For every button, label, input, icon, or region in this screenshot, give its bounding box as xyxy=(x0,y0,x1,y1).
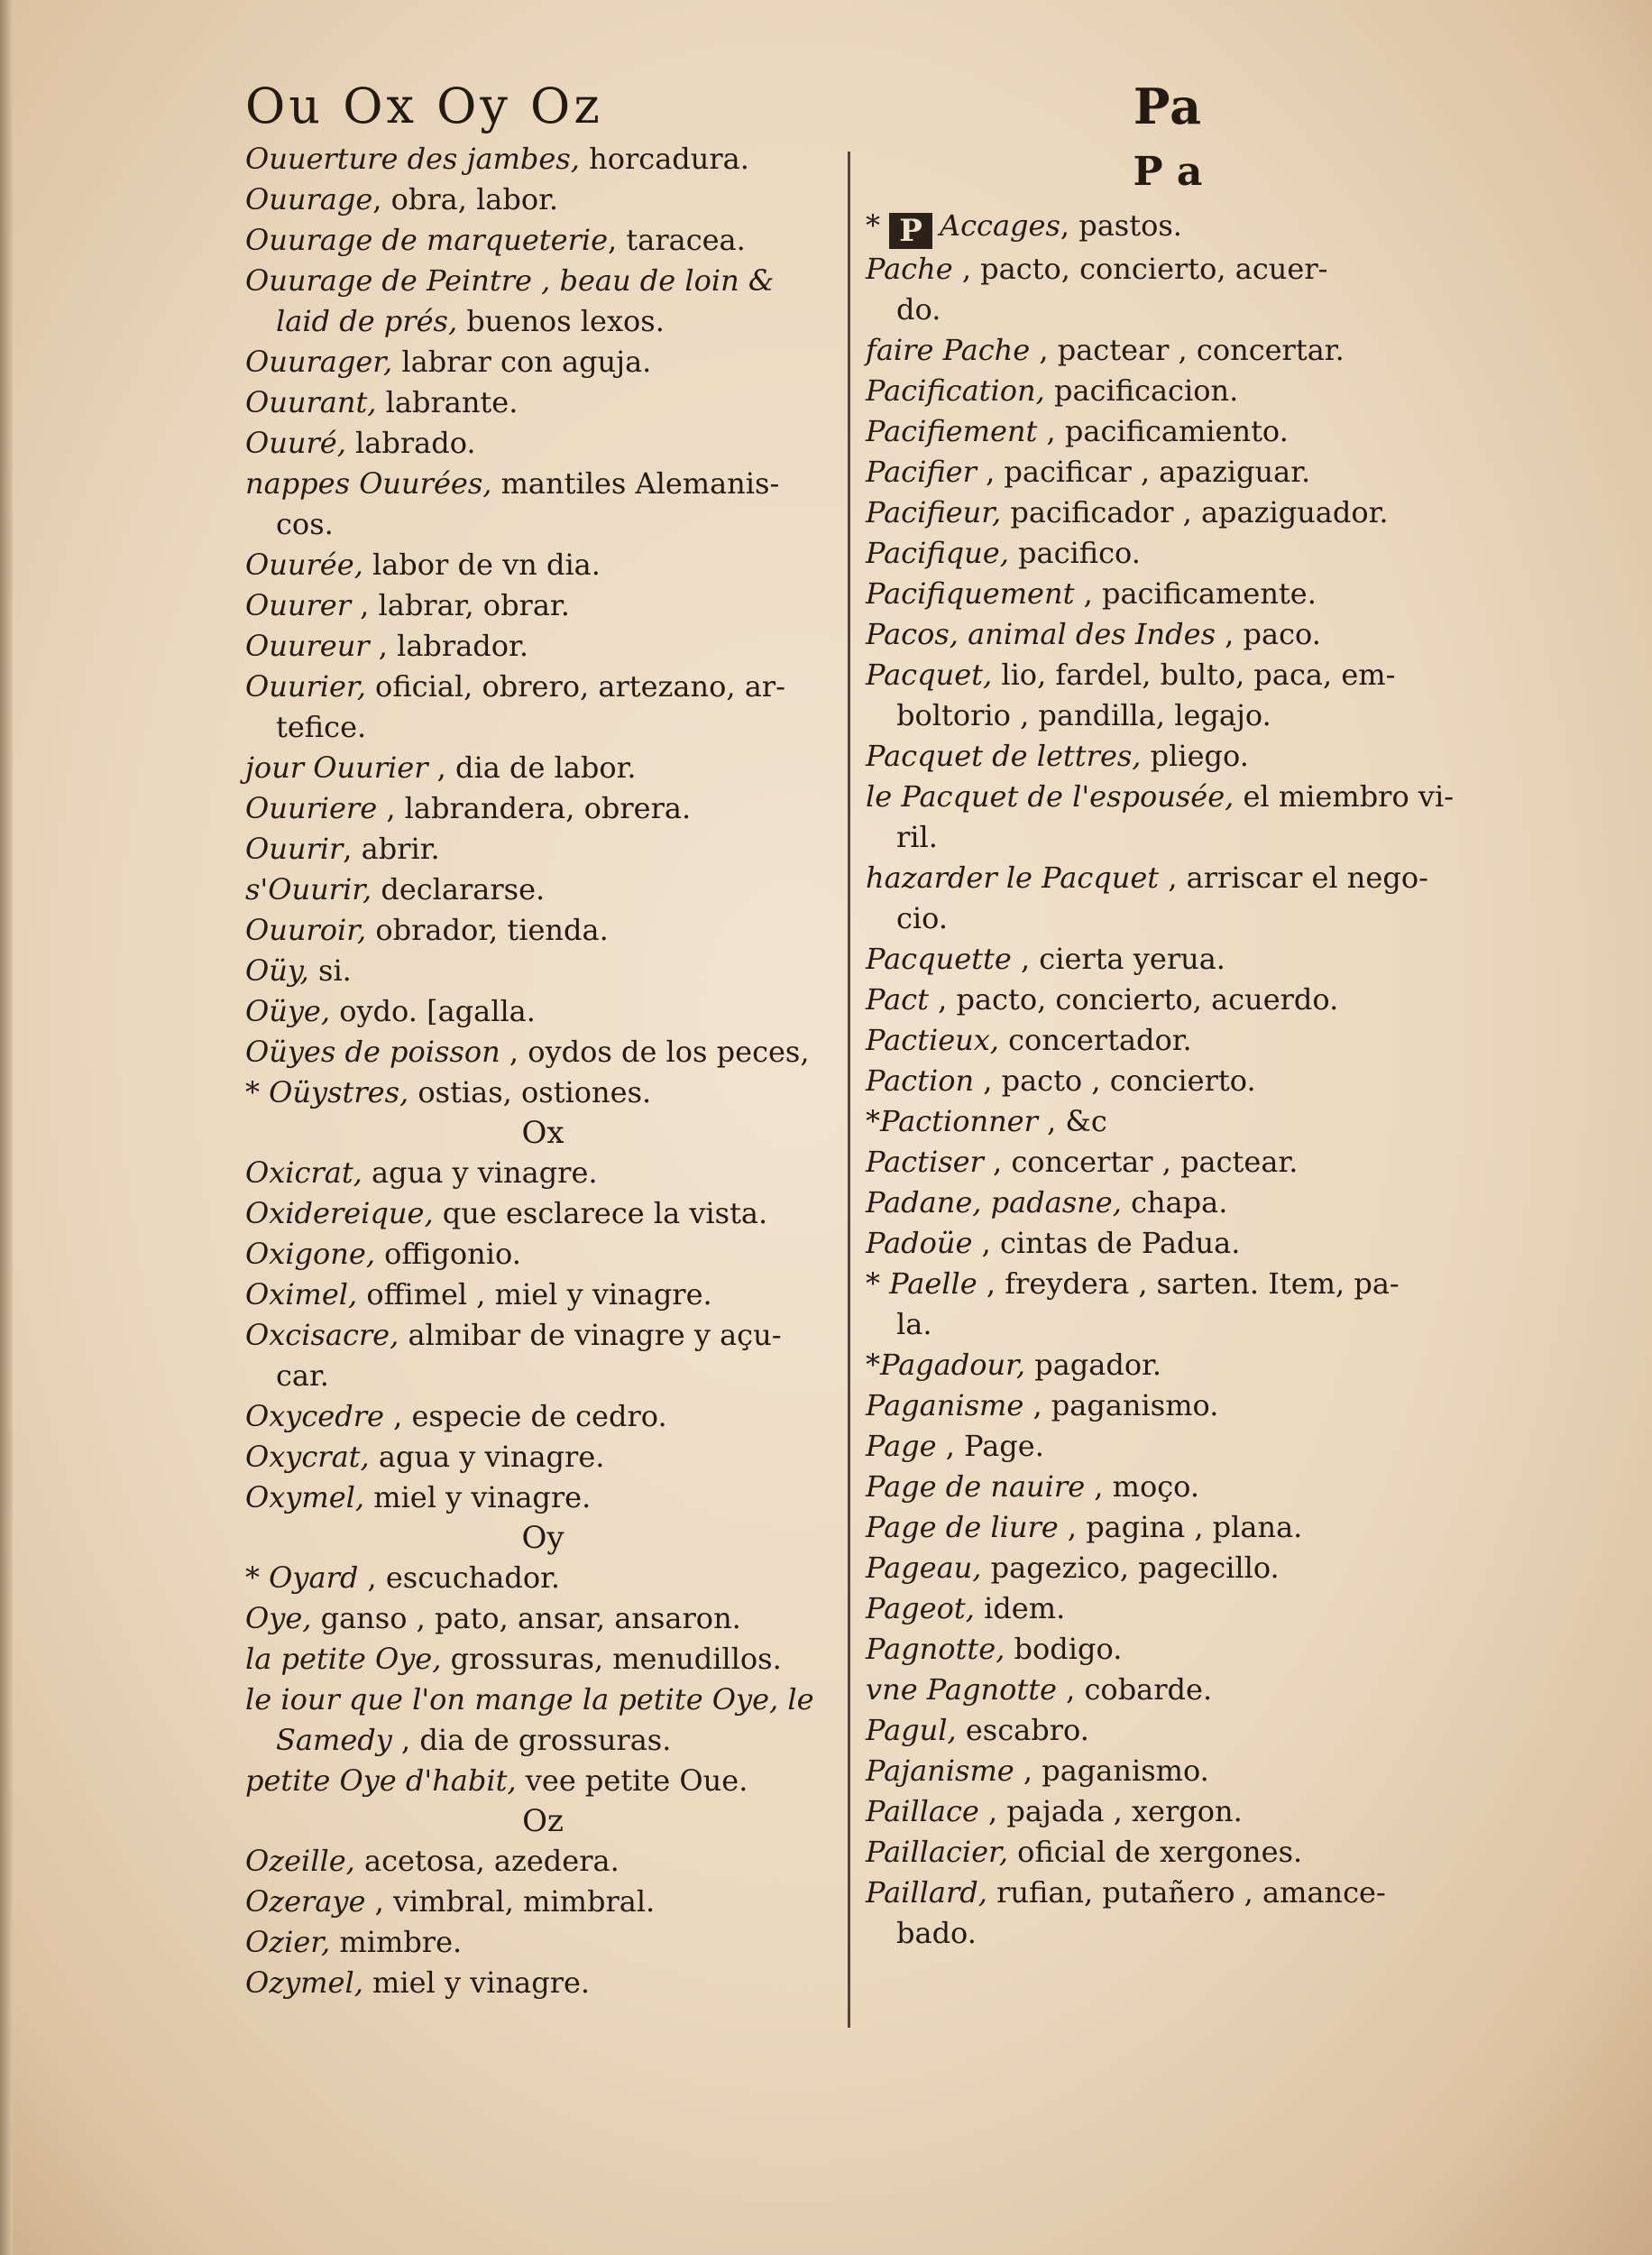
entry-translation: cos. xyxy=(276,507,334,541)
entry-translation: , labrar, obrar. xyxy=(350,588,570,622)
dictionary-entry xyxy=(866,1832,1470,1873)
entry-headword: Ouurée, xyxy=(245,548,363,582)
entry-headword: Paction xyxy=(866,1063,975,1098)
right-column xyxy=(866,74,1470,1954)
dictionary-entry xyxy=(866,1751,1470,1791)
dictionary-entry xyxy=(245,910,840,951)
entry-translation: , freydera , sarten. Item, pa- xyxy=(977,1266,1400,1301)
entry-translation: oficial, obrero, artezano, ar- xyxy=(365,669,785,704)
dictionary-entry xyxy=(245,1153,840,1193)
left-entries-ox xyxy=(245,1153,840,1518)
entry-headword: Paganisme xyxy=(866,1388,1024,1422)
entry-headword: *Pactionner xyxy=(866,1104,1038,1138)
entry-translation: , cintas de Padua. xyxy=(972,1226,1241,1260)
entry-headword: Oüye, xyxy=(245,994,331,1028)
dictionary-entry xyxy=(866,1142,1470,1183)
entry-translation: concertador. xyxy=(998,1023,1192,1057)
entry-translation: pagezico, pagecillo. xyxy=(981,1551,1280,1585)
column-rule xyxy=(848,152,850,2028)
entry-translation: car. xyxy=(276,1358,329,1393)
entry-headword: Paillacier, xyxy=(866,1835,1008,1869)
entry-translation: , taracea. xyxy=(608,223,746,257)
dictionary-entry xyxy=(245,301,840,342)
dictionary-entry xyxy=(245,139,840,179)
right-entries-pa xyxy=(866,249,1470,1954)
entry-translation: pagador. xyxy=(1025,1348,1162,1382)
entry-translation: , escuchador. xyxy=(358,1560,561,1595)
entry-headword: Oüyes de poisson xyxy=(245,1035,500,1069)
dictionary-entry xyxy=(245,1963,840,2003)
entry-headword: Ouurant, xyxy=(245,385,377,419)
left-column xyxy=(245,74,840,2003)
entry-translation: , pacificamiento. xyxy=(1037,414,1289,448)
entry-translation: , dia de grossuras. xyxy=(391,1723,672,1757)
entry-headword: Pacifiquement xyxy=(866,576,1075,611)
dictionary-entry xyxy=(245,1437,840,1477)
dictionary-entry xyxy=(866,1710,1470,1751)
entry-translation: boltorio , pandilla, legajo. xyxy=(896,698,1271,732)
entry-translation: agua y vinagre. xyxy=(362,1155,598,1190)
entry-translation: mimbre. xyxy=(330,1925,463,1959)
dictionary-entry xyxy=(866,1061,1470,1101)
entry-translation: labrar con aguja. xyxy=(392,345,652,379)
entry-headword: Ozymel, xyxy=(245,1965,363,2000)
dictionary-entry xyxy=(866,1385,1470,1426)
entry-translation: pacificacion. xyxy=(1044,373,1239,408)
entry-headword: Padane, padasne, xyxy=(866,1185,1122,1220)
entry-translation: vee petite Oue. xyxy=(516,1763,748,1798)
dictionary-entry xyxy=(866,1264,1470,1304)
dictionary-entry xyxy=(866,249,1470,290)
entry-translation: declararse. xyxy=(372,872,546,907)
dictionary-entry xyxy=(866,1183,1470,1223)
entry-translation: oficial de xergones. xyxy=(1008,1835,1303,1869)
entry-headword: le Pacquet de l'espousée, xyxy=(866,779,1234,814)
entry-translation: idem. xyxy=(974,1591,1066,1625)
left-entries-oy xyxy=(245,1558,840,1801)
entry-translation: horcadura. xyxy=(579,142,749,176)
dictionary-entry xyxy=(866,533,1470,574)
entry-headword: Pacquet de lettres, xyxy=(866,739,1142,773)
entry-translation: labrante. xyxy=(376,385,519,419)
dictionary-entry xyxy=(866,1345,1470,1385)
entry-translation: ril. xyxy=(896,820,938,854)
entry-translation: , paco. xyxy=(1215,617,1321,651)
dictionary-entry xyxy=(245,667,840,707)
dictionary-entry xyxy=(245,1193,840,1234)
dictionary-entry xyxy=(245,1396,840,1437)
dictionary-entry xyxy=(866,898,1470,939)
entry-headword: Pacquet, xyxy=(866,658,993,692)
entry-headword: Page de nauire xyxy=(866,1469,1086,1504)
drop-cap-letter: P xyxy=(889,213,932,249)
entry-headword: Ouureur xyxy=(245,629,370,663)
entry-translation: buenos lexos. xyxy=(457,304,665,338)
entry-translation: agua y vinagre. xyxy=(369,1440,605,1474)
entry-headword: petite Oye d'habit, xyxy=(245,1763,517,1798)
entry-headword: Pacifieur, xyxy=(866,495,1002,529)
entry-headword: Pacquette xyxy=(866,942,1012,976)
dictionary-entry xyxy=(866,371,1470,411)
entry-translation: cio. xyxy=(896,901,949,935)
right-running-head: Pa xyxy=(1133,78,1203,135)
dictionary-entry xyxy=(245,220,840,261)
entry-translation: , obra, labor. xyxy=(372,182,559,216)
dictionary-entry xyxy=(866,1426,1470,1467)
entry-translation: , pajada , xergon. xyxy=(978,1794,1243,1828)
entry-translation: lio, fardel, bulto, paca, em- xyxy=(992,658,1396,692)
dictionary-entry xyxy=(245,1315,840,1356)
entry-headword: Oxcisacre, xyxy=(245,1318,399,1352)
entry-translation: pacificador , apaziguador. xyxy=(1001,495,1389,529)
entry-translation: , pastos. xyxy=(1060,208,1182,243)
dictionary-entry xyxy=(245,626,840,667)
entry-translation: oydo. [agalla. xyxy=(330,994,536,1028)
entry-translation: , labrandera, obrera. xyxy=(377,791,692,825)
entry-translation: ostias, ostiones. xyxy=(408,1075,652,1109)
entry-translation: , concertar , pactear. xyxy=(983,1145,1299,1179)
entry-headword: Pajanisme xyxy=(866,1753,1014,1788)
dictionary-entry xyxy=(866,574,1470,614)
entry-translation: el miembro vi- xyxy=(1234,779,1455,814)
dictionary-entry xyxy=(866,1304,1470,1345)
left-entries-oz xyxy=(245,1841,840,2003)
drop-cap-entry xyxy=(866,206,1470,249)
dictionary-entry xyxy=(245,1072,840,1113)
entry-translation: labor de vn dia. xyxy=(363,548,601,582)
dictionary-entry xyxy=(866,1873,1470,1913)
dictionary-entry xyxy=(866,330,1470,371)
entry-headword: Ouuroir, xyxy=(245,913,367,947)
dictionary-entry xyxy=(866,452,1470,492)
dictionary-entry xyxy=(866,655,1470,695)
dictionary-entry xyxy=(866,290,1470,330)
dictionary-entry xyxy=(245,545,840,585)
entry-translation: bodigo. xyxy=(1005,1632,1123,1666)
entry-translation: almibar de vinagre y açu- xyxy=(399,1318,782,1352)
dictionary-entry xyxy=(245,1477,840,1518)
dictionary-entry xyxy=(866,492,1470,533)
dictionary-entry xyxy=(866,1020,1470,1061)
entry-headword: Samedy xyxy=(276,1723,392,1757)
entry-translation: escabro. xyxy=(956,1713,1089,1747)
dictionary-entry xyxy=(245,342,840,382)
entry-headword: Paillard, xyxy=(866,1875,987,1910)
entry-headword: Pacification, xyxy=(866,373,1045,408)
dictionary-entry xyxy=(245,1841,840,1882)
entry-translation: , pacto, concierto, acuerdo. xyxy=(928,982,1339,1017)
entry-headword: Ouurier, xyxy=(245,669,366,704)
entry-translation: , Page. xyxy=(936,1429,1044,1463)
dictionary-entry xyxy=(245,1922,840,1963)
entry-translation: , cobarde. xyxy=(1056,1672,1213,1707)
dictionary-entry xyxy=(245,1356,840,1396)
section-heading-ox: Ox xyxy=(521,1115,564,1151)
entry-headword: Oxycedre xyxy=(245,1399,384,1433)
dictionary-entry xyxy=(866,1670,1470,1710)
dictionary-entry xyxy=(866,939,1470,980)
entry-translation: chapa. xyxy=(1121,1185,1228,1220)
entry-headword: Pacifique, xyxy=(866,536,1009,570)
entry-headword: le iour que l'on mange la petite Oye, le xyxy=(245,1682,814,1717)
entry-translation: , paganismo. xyxy=(1023,1388,1219,1422)
entry-headword: Page de liure xyxy=(866,1510,1059,1544)
entry-translation: miel y vinagre. xyxy=(363,1965,591,2000)
entry-headword: Ouuerture des jambes, xyxy=(245,142,580,176)
dictionary-entry xyxy=(245,1598,840,1639)
entry-headword: laid de prés, xyxy=(276,304,458,338)
entry-headword: Ouuriere xyxy=(245,791,378,825)
section-heading-oy: Oy xyxy=(521,1520,564,1556)
entry-translation: obrador, tienda. xyxy=(366,913,609,947)
dictionary-entry xyxy=(245,423,840,464)
entry-translation: miel y vinagre. xyxy=(364,1480,592,1514)
entry-headword: Ozier, xyxy=(245,1925,331,1959)
entry-headword: Oxigone, xyxy=(245,1237,375,1271)
dictionary-entry xyxy=(866,411,1470,452)
dictionary-entry xyxy=(245,464,840,504)
entry-headword: Oüy, xyxy=(245,953,309,988)
entry-headword: Pagul, xyxy=(866,1713,957,1747)
entry-translation: offigonio. xyxy=(374,1237,521,1271)
dictionary-entry xyxy=(245,1234,840,1275)
entry-headword: Oxidereique, xyxy=(245,1196,434,1230)
left-entries-ou xyxy=(245,139,840,1113)
dictionary-entry xyxy=(866,1507,1470,1548)
dictionary-entry xyxy=(245,261,840,301)
entry-translation: , &c xyxy=(1037,1104,1107,1138)
entry-translation: pacifico. xyxy=(1008,536,1141,570)
dictionary-entry xyxy=(245,1639,840,1680)
dictionary-entry xyxy=(245,788,840,829)
dictionary-entry xyxy=(866,1588,1470,1629)
entry-translation: , moço. xyxy=(1085,1469,1200,1504)
entry-headword: * Paelle xyxy=(866,1266,977,1301)
dictionary-entry xyxy=(245,1558,840,1598)
dictionary-entry xyxy=(866,1548,1470,1588)
dictionary-entry xyxy=(866,1101,1470,1142)
asterisk-mark: * xyxy=(866,208,880,243)
dictionary-entry xyxy=(866,695,1470,736)
entry-headword: *Pagadour, xyxy=(866,1348,1026,1382)
entry-headword: Ouurage de marqueterie xyxy=(245,223,609,257)
dictionary-entry xyxy=(245,1275,840,1315)
entry-translation: , paganismo. xyxy=(1014,1753,1209,1788)
section-heading-oz: Oz xyxy=(522,1803,564,1839)
entry-headword: jour Ouurier xyxy=(245,750,428,785)
entry-headword: Ouurer xyxy=(245,588,351,622)
dictionary-entry xyxy=(866,614,1470,655)
entry-headword: Pache xyxy=(866,252,953,286)
entry-headword: Pactiser xyxy=(866,1145,984,1179)
entry-headword: Padoüe xyxy=(866,1226,973,1260)
entry-translation: , pagina , plana. xyxy=(1058,1510,1303,1544)
dictionary-entry xyxy=(866,980,1470,1020)
dictionary-entry xyxy=(866,1629,1470,1670)
entry-translation: la. xyxy=(896,1307,932,1341)
entry-headword: nappes Ouurées, xyxy=(245,466,492,501)
entry-headword: Ouurage xyxy=(245,182,373,216)
entry-headword: faire Pache xyxy=(866,333,1031,367)
entry-headword: Oximel, xyxy=(245,1277,358,1312)
entry-headword: Pageau, xyxy=(866,1551,982,1585)
dictionary-entry xyxy=(245,1882,840,1922)
entry-headword: Pacifier xyxy=(866,455,977,489)
entry-translation: labrado. xyxy=(345,426,476,460)
entry-headword: Ozeraye xyxy=(245,1884,366,1919)
dictionary-entry xyxy=(245,1032,840,1072)
left-running-head: Ou Ox Oy Oz xyxy=(245,78,603,134)
entry-translation: , vimbral, mimbral. xyxy=(365,1884,656,1919)
dictionary-entry xyxy=(245,991,840,1032)
entry-translation: , cierta yerua. xyxy=(1011,942,1225,976)
dictionary-entry xyxy=(245,951,840,991)
entry-headword: la petite Oye, xyxy=(245,1642,442,1676)
entry-headword: Pactieux, xyxy=(866,1023,999,1057)
entry-translation: rufian, putañero , amance- xyxy=(987,1875,1386,1910)
dictionary-entry xyxy=(866,817,1470,858)
entry-translation: , oydos de los peces, xyxy=(500,1035,810,1069)
dictionary-entry xyxy=(245,748,840,788)
entry-translation: , arriscar el nego- xyxy=(1159,861,1428,895)
entry-headword: Oxycrat, xyxy=(245,1440,370,1474)
entry-headword: Oxicrat, xyxy=(245,1155,363,1190)
entry-translation: acetosa, azedera. xyxy=(354,1844,620,1878)
entry-translation: , pactear , concertar. xyxy=(1030,333,1345,367)
dictionary-entry xyxy=(245,707,840,748)
entry-headword: hazarder le Pacquet xyxy=(866,861,1160,895)
dictionary-entry xyxy=(245,504,840,545)
entry-translation: , pacificar , apaziguar. xyxy=(976,455,1311,489)
entry-headword: s'Ouurir, xyxy=(245,872,372,907)
entry-translation: do. xyxy=(896,292,941,327)
dictionary-entry xyxy=(866,1467,1470,1507)
entry-translation: , labrador. xyxy=(369,629,528,663)
entry-translation: pliego. xyxy=(1141,739,1249,773)
dictionary-entry xyxy=(245,829,840,870)
entry-headword: Ozeille, xyxy=(245,1844,355,1878)
entry-translation: , pacto, concierto, acuer- xyxy=(952,252,1328,286)
entry-translation: bado. xyxy=(896,1916,977,1950)
entry-translation: , pacto , concierto. xyxy=(974,1063,1256,1098)
entry-headword: Ouurir xyxy=(245,832,344,866)
dictionary-entry xyxy=(866,1223,1470,1264)
entry-headword: Oxymel, xyxy=(245,1480,365,1514)
entry-translation: grossuras, menudillos. xyxy=(441,1642,782,1676)
entry-headword: Pacifiement xyxy=(866,414,1038,448)
entry-headword: Paillace xyxy=(866,1794,979,1828)
entry-headword: Page xyxy=(866,1429,937,1463)
dictionary-entry xyxy=(245,585,840,626)
dictionary-entry xyxy=(245,1720,840,1761)
dictionary-entry xyxy=(245,382,840,423)
dictionary-entry xyxy=(866,1791,1470,1832)
entry-translation: mantiles Alemanis- xyxy=(491,466,780,501)
dictionary-entry xyxy=(245,870,840,910)
entry-headword: Pacos, animal des Indes xyxy=(866,617,1216,651)
dictionary-entry xyxy=(866,736,1470,777)
entry-headword: Ouuré, xyxy=(245,426,346,460)
entry-headword: Pageot, xyxy=(866,1591,975,1625)
entry-headword: Ouurage de Peintre , beau de loin & xyxy=(245,263,775,298)
dictionary-entry xyxy=(866,858,1470,898)
entry-translation: si. xyxy=(308,953,352,988)
letter-heading-pa: P a xyxy=(1133,149,1203,195)
entry-translation: , dia de labor. xyxy=(427,750,637,785)
entry-headword: Pagnotte, xyxy=(866,1632,1005,1666)
page-edge-shadow xyxy=(0,0,13,2255)
dictionary-entry xyxy=(245,1680,840,1720)
entry-headword: Accages xyxy=(940,208,1060,243)
dictionary-entry xyxy=(245,179,840,220)
dictionary-entry xyxy=(866,777,1470,817)
entry-headword: Pact xyxy=(866,982,929,1017)
entry-translation: , especie de cedro. xyxy=(383,1399,667,1433)
entry-headword: * Oyard xyxy=(245,1560,359,1595)
dictionary-entry xyxy=(245,1761,840,1801)
entry-headword: vne Pagnotte xyxy=(866,1672,1057,1707)
entry-translation: ganso , pato, ansar, ansaron. xyxy=(311,1601,741,1635)
entry-translation: , abrir. xyxy=(343,832,440,866)
entry-headword: Ouurager, xyxy=(245,345,393,379)
entry-headword: Oye, xyxy=(245,1601,312,1635)
entry-translation: , pacificamente. xyxy=(1074,576,1317,611)
dictionary-entry xyxy=(866,1913,1470,1954)
entry-headword: * Oüystres, xyxy=(245,1075,409,1109)
entry-translation: tefice. xyxy=(276,710,367,744)
entry-translation: que esclarece la vista. xyxy=(433,1196,768,1230)
entry-translation: offimel , miel y vinagre. xyxy=(357,1277,712,1312)
